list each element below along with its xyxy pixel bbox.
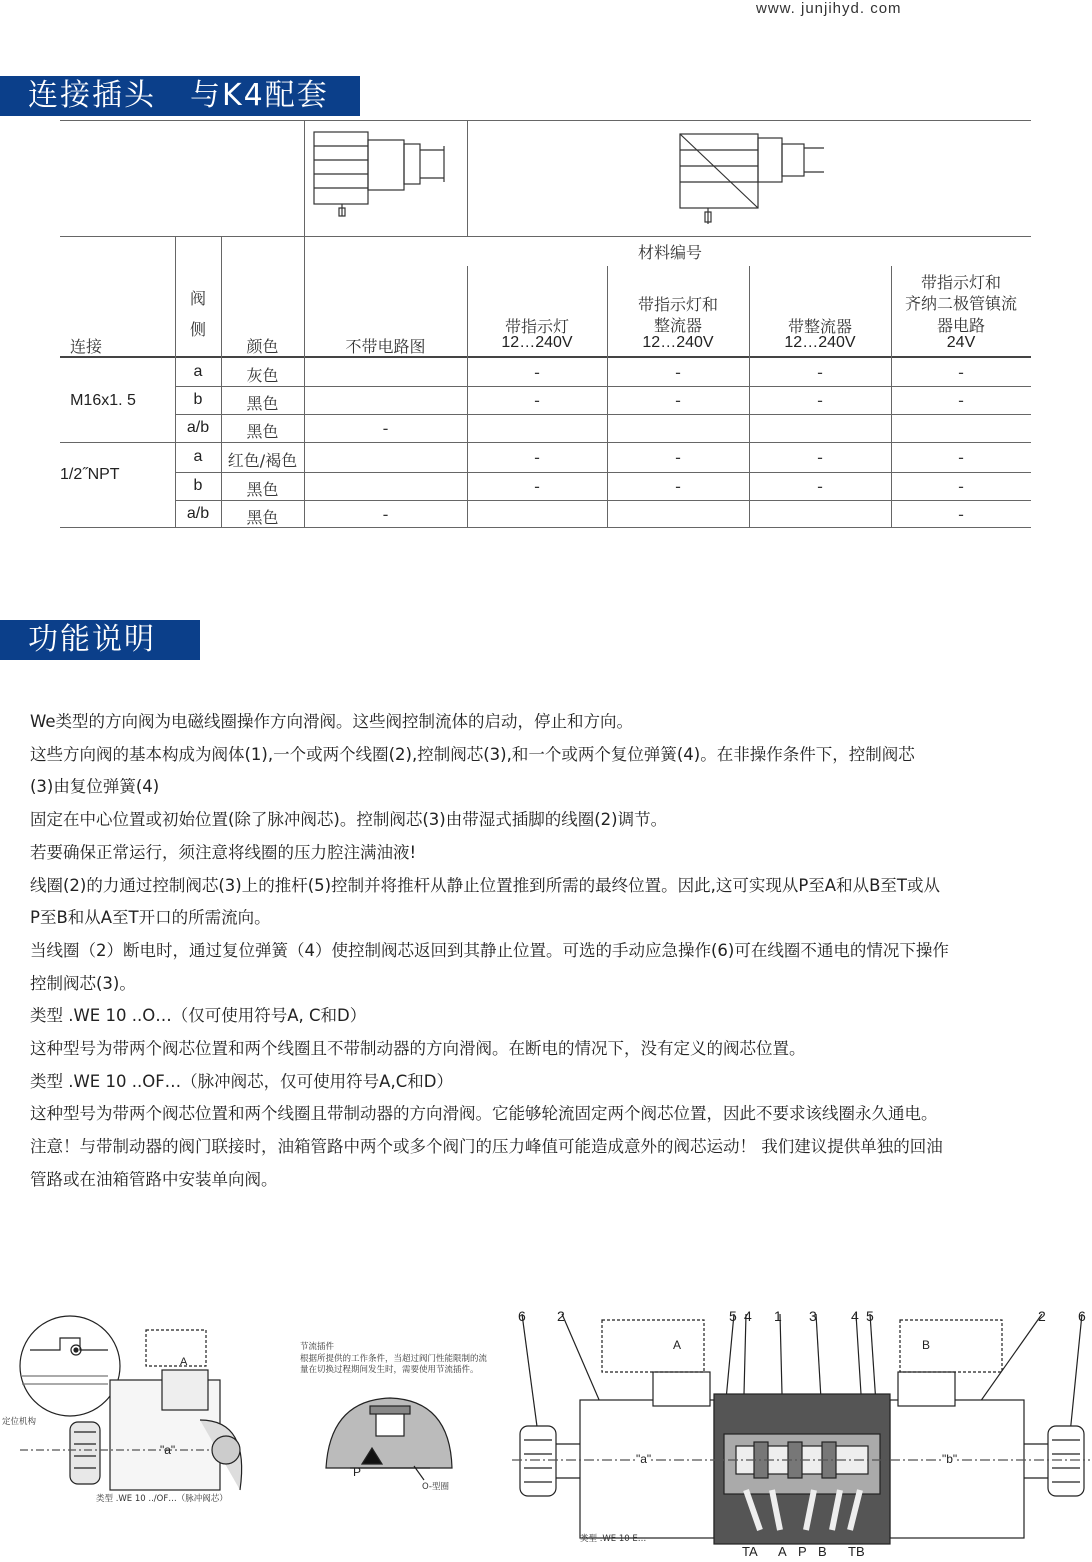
group-connect-label: M16x1. 5 — [70, 392, 136, 409]
paragraph-line: P至B和从A至T开口的所需流向。 — [30, 908, 271, 928]
pulse-spool-diagram — [0, 1310, 270, 1510]
paragraph-line: 若要确保正常运行，须注意将线圈的压力腔注满油液! — [30, 842, 417, 862]
paragraph-line: 固定在中心位置或初始位置(除了脉冲阀芯)。控制阀芯(3)由带湿式插脚的线圈(2)调节。 — [30, 810, 668, 830]
table-rule — [60, 527, 1031, 528]
zener-cell: - — [958, 363, 964, 382]
rectifier-cell: - — [817, 363, 823, 382]
port-label: TA — [742, 1544, 758, 1559]
connector-table — [60, 120, 1031, 530]
paragraph-line: 当线圈（2）断电时，通过复位弹簧（4）使控制阀芯返回到其静止位置。可选的手动应急操作(6)可在线圈不通电的情况下操作 — [30, 940, 949, 960]
rectifier-header: 带整流器 — [787, 317, 852, 336]
color-cell: 黑色 — [246, 480, 279, 499]
throttle-title: 节流插件 — [300, 1342, 335, 1352]
side-cell: b — [193, 477, 203, 494]
paragraph-line: 线圈(2)的力通过控制阀芯(3)上的推杆(5)控制并将推杆从静止位置推到所需的最终位置。因此,这可实现从P至A和从B至T或从 — [30, 875, 940, 895]
port-label: B — [818, 1544, 827, 1559]
indicator-rectifier-cell: - — [675, 448, 681, 467]
indicator-voltage: 12…240V — [501, 334, 573, 351]
color-header: 颜色 — [246, 337, 279, 356]
table-rule — [60, 120, 1031, 121]
valve-side-header-1: 阀 — [189, 289, 206, 308]
indicator-cell: - — [534, 477, 540, 496]
section-title-function: 功能说明 — [0, 620, 200, 660]
port-label: P — [798, 1544, 807, 1559]
color-cell: 灰色 — [246, 366, 279, 385]
table-rule — [60, 356, 1031, 358]
throttle-note-2: 量在切换过程期间发生时，需要使用节流插件。 — [300, 1365, 479, 1375]
rectifier-cell: - — [817, 477, 823, 496]
connect-header: 连接 — [69, 337, 102, 356]
zener-header-3: 器电路 — [936, 316, 985, 335]
indicator-rectifier-header-1: 带指示灯和 — [637, 295, 718, 314]
port-label: TB — [848, 1544, 865, 1559]
indicator-cell: - — [534, 448, 540, 467]
paragraph-line: 这种型号为带两个阀芯位置和两个线圈且带制动器的方向滑阀。它能够轮流固定两个阀芯位置，因此不要求该线圈永久通电。 — [30, 1104, 938, 1124]
indicator-cell: - — [534, 363, 540, 382]
section-title-part-a: 连接插头 — [28, 78, 156, 113]
paragraph-line: 控制阀芯(3)。 — [30, 973, 136, 993]
function-description — [30, 706, 1075, 1197]
color-cell: 黑色 — [246, 508, 279, 527]
callout-number: 6 — [1078, 1308, 1086, 1324]
section-title-part-b: 与K4配套 — [190, 78, 329, 113]
port-p-label: P — [353, 1465, 362, 1479]
zener-cell: - — [958, 505, 964, 524]
color-cell: 黑色 — [246, 422, 279, 441]
solenoid-a-label: "a" — [160, 1443, 176, 1457]
side-cell: b — [193, 391, 203, 408]
table-rule — [60, 442, 1031, 443]
section-title-connector — [0, 76, 360, 116]
port-label: A — [778, 1544, 787, 1559]
callout-number: 4 — [851, 1308, 859, 1324]
paragraph-line: 类型 .WE 10 ..O…（仅可使用符号A, C和D） — [30, 1006, 367, 1026]
callout-number: 3 — [809, 1308, 817, 1324]
no-circuit-cell: - — [382, 419, 389, 438]
zener-voltage: 24V — [946, 334, 976, 351]
indicator-header: 带指示灯 — [504, 317, 569, 336]
callout-number: 6 — [518, 1308, 526, 1324]
pulse-spool-caption: 类型 .WE 10 ../OF…（脉冲阀芯） — [96, 1494, 228, 1504]
zener-header-2: 齐纳二极管镇流 — [904, 294, 1017, 313]
table-rule — [467, 120, 468, 236]
paragraph-line: We类型的方向阀为电磁线圈操作方向滑阀。这些阀控制流体的启动，停止和方向。 — [30, 712, 633, 731]
callout-number: 2 — [1038, 1308, 1046, 1324]
callout-number: 1 — [774, 1308, 782, 1324]
paragraph-line: 这种型号为带两个阀芯位置和两个线圈且不带制动器的方向滑阀。在断电的情况下，没有定义的阀芯位置。 — [30, 1039, 806, 1059]
paragraph-line: (3)由复位弹簧(4) — [30, 777, 160, 797]
table-rule — [60, 236, 1031, 237]
indicator-rectifier-header-2: 整流器 — [653, 316, 702, 335]
valve-section-diagram — [510, 1300, 1092, 1562]
zener-header-1: 带指示灯和 — [920, 273, 1001, 292]
paragraph-line: 类型 .WE 10 ..OF…（脉冲阀芯，仅可使用符号A,C和D） — [30, 1071, 453, 1091]
website-url[interactable]: www. junjihyd. com — [756, 0, 902, 17]
side-cell: a/b — [186, 419, 210, 436]
solenoid-b-label: "b" — [942, 1452, 958, 1466]
valve-section-drawing — [510, 1314, 1092, 1550]
rectifier-cell: - — [817, 391, 823, 410]
port-a-label: A — [673, 1338, 682, 1352]
rectifier-voltage: 12…240V — [784, 334, 856, 351]
detent-label: 定位机构 — [2, 1417, 37, 1427]
straight-connector-drawing — [310, 126, 450, 226]
callout-number: 4 — [744, 1308, 752, 1324]
color-cell: 黑色 — [246, 394, 279, 413]
throttle-insert-diagram — [290, 1340, 510, 1500]
no-circuit-header: 不带电路图 — [345, 337, 426, 356]
indicator-rectifier-cell: - — [675, 477, 681, 496]
callout-number: 5 — [866, 1308, 874, 1324]
zener-cell: - — [958, 391, 964, 410]
zener-cell: - — [958, 448, 964, 467]
callout-number: 2 — [557, 1308, 565, 1324]
indicator-cell: - — [534, 391, 540, 410]
material-number-header: 材料编号 — [637, 243, 702, 262]
side-cell: a — [193, 448, 203, 465]
paragraph-line: 注意！与带制动器的阀门联接时，油箱管路中两个或多个阀门的压力峰值可能造成意外的阀芯运动！ 我们建议提供单独的回油 — [30, 1137, 943, 1157]
table-rule — [304, 120, 305, 527]
indicator-rectifier-cell: - — [675, 363, 681, 382]
solenoid-a-label: "a" — [636, 1452, 652, 1466]
indicator-rectifier-cell: - — [675, 391, 681, 410]
angled-connector-drawing — [670, 128, 830, 232]
valve-section-caption: 类型 .WE 10 E… — [580, 1534, 647, 1544]
port-b-label: B — [922, 1338, 931, 1352]
throttle-note-1: 根据所提供的工作条件，当超过阀门性能限制的流 — [300, 1354, 488, 1364]
side-cell: a/b — [186, 505, 210, 522]
side-cell: a — [193, 363, 203, 380]
color-cell: 红色/褐色 — [227, 451, 298, 470]
oring-label: O-型圈 — [422, 1482, 449, 1492]
throttle-insert-drawing — [320, 1390, 460, 1490]
group-connect-label: 1/2˝NPT — [60, 466, 120, 483]
zener-cell: - — [958, 477, 964, 496]
port-a-label: A — [180, 1356, 188, 1368]
indicator-rectifier-voltage: 12…240V — [642, 334, 714, 351]
rectifier-cell: - — [817, 448, 823, 467]
paragraph-line: 这些方向阀的基本构成为阀体(1),一个或两个线圈(2),控制阀芯(3),和一个或两个复位弹簧(4)。在非操作条件下，控制阀芯 — [30, 744, 915, 764]
callout-number: 5 — [729, 1308, 737, 1324]
paragraph-line: 管路或在油箱管路中安装单向阀。 — [30, 1169, 278, 1189]
no-circuit-cell: - — [382, 505, 389, 524]
valve-side-header-2: 侧 — [189, 320, 206, 339]
pulse-spool-drawing — [0, 1310, 270, 1510]
